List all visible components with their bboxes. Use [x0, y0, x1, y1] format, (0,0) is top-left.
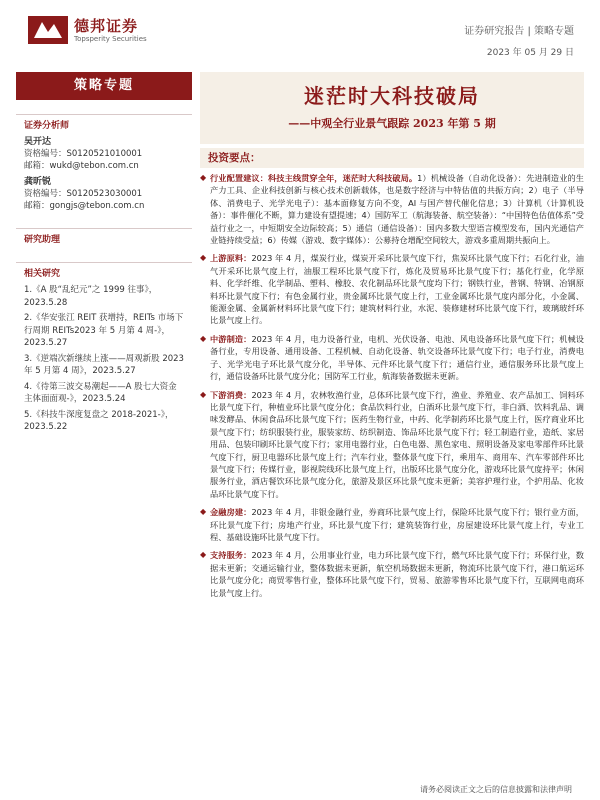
- report-header: [0, 0, 600, 70]
- analyst-card: [16, 134, 192, 174]
- company-logo: [28, 16, 147, 44]
- sidebar: [16, 72, 192, 787]
- title-band: [200, 72, 584, 144]
- page-title: 迷茫时大科技破局: [304, 84, 480, 108]
- report-type: 证券研究报告 | 策略专题: [464, 26, 574, 37]
- point-lead: 行业配置建议：科技主线贯穿全年，迷茫时大科技破局。: [210, 173, 418, 183]
- bullet-icon: ◆: [200, 389, 207, 399]
- point-lead: 金融房建：: [210, 507, 252, 518]
- analyst-name: 龚昕锐: [24, 177, 52, 187]
- related-section: [16, 262, 192, 439]
- analyst-email[interactable]: 邮箱：gongjs@tebon.com.cn: [24, 201, 145, 211]
- bullet-icon: ◆: [200, 173, 207, 182]
- bullet-icon: ◆: [200, 333, 207, 343]
- point-body: 2023 年 4 月，公用事业行业，电力环比景气度下行，燃气环比景气度下行；环保行业，数据未更新；交通运输行业，整体数据未更新，航空机场数据未更新，物流环比景气度下行，港口航运环比景气度分化；商贸零售行业，整体环比景气度下行，贸易、旅游零售环比景气度下行，互联网电商环比景气度上行。: [210, 550, 584, 598]
- point-lead: 下游消费：: [210, 389, 252, 400]
- point-body: 2023 年 4 月，非银金融行业，券商环比景气度上行，保险环比景气度下行；银行业方面，环比景气度下行；房地产行业，环比景气度下行；建筑装饰行业，房屋建设环比景气度上行，专业工程、基础设施环比景气度下行。: [210, 507, 584, 542]
- bullet-icon: ◆: [200, 550, 207, 560]
- analysts-heading: 证券分析师: [16, 114, 192, 134]
- key-point: [200, 252, 584, 326]
- related-list: [16, 282, 192, 439]
- analyst-cert: 资格编号：S0120523030001: [24, 189, 143, 199]
- bullet-icon: ◆: [200, 507, 207, 517]
- related-item[interactable]: 3.《逆端次新继续上涨——周观新股 2023 年 5 月第 4 周》，2023.5.27: [24, 353, 184, 376]
- point-lead: 支持服务：: [210, 550, 252, 561]
- assistant-section: [16, 228, 192, 248]
- sidebar-title: 策略专题: [16, 72, 192, 100]
- analysts-section: [16, 114, 192, 214]
- key-point: [200, 389, 584, 501]
- analyst-cert: 资格编号：S0120521010001: [24, 149, 143, 159]
- related-heading: 相关研究: [16, 262, 192, 282]
- report-date: 2023 年 05 月 29 日: [486, 48, 574, 58]
- logo-name-cn: 德邦证券: [74, 16, 139, 35]
- logo-name-en: Topsperity Securities: [74, 34, 147, 43]
- point-lead: 中游制造：: [210, 333, 252, 344]
- bullet-icon: ◆: [200, 253, 207, 263]
- point-body: 1）机械设备（自动化设备）：先进制造业的生产力工具、企业科技创新与核心技术创新载体，也是数字经济与中特估值的共振方向；2）电子（半导体、消费电子、光学光电子）：基本面修复方向不变，AI 与国产替代催化信息；3）计算机（计算机设备）：事件催化不断，算力建设有望提速；4）国防军工（航海装备、航空装备）：“中国特色估值体系”受益行业之一，中短期安全边际较高；5）通信（通信设备）：国内多数大型语言模型发布，国内光通信产业链持续受益；6）传媒（游戏、数字媒体）：公募持仓增配空间较大，游戏多重周期共振向上。: [210, 173, 584, 246]
- key-points: [200, 172, 584, 599]
- analyst-email[interactable]: 邮箱：wukd@tebon.com.cn: [24, 161, 139, 171]
- point-lead: 上游原料：: [210, 253, 252, 264]
- related-item[interactable]: 1.《A 股“乱纪元”之 1999 往事》，2023.5.28: [24, 285, 158, 308]
- summary-label: 投资要点：: [200, 148, 584, 168]
- analyst-name: 吴开达: [24, 137, 52, 147]
- related-item[interactable]: 4.《待第三波交易潮起——A 股七大资金主体面面观-》，2023.5.24: [24, 381, 177, 404]
- key-point: [200, 172, 584, 246]
- assistant-heading: 研究助理: [16, 228, 192, 248]
- related-item[interactable]: 5.《科技牛深度复盘之 2018-2021-》，2023.5.22: [24, 409, 174, 432]
- point-body: 2023 年 4 月，农林牧渔行业，总体环比景气度下行，渔业、养殖业、农产品加工、饲料环比景气度下行，种植业环比景气度分化；食品饮料行业，白酒环比景气度下行，非白酒、饮料乳品、调味发酵品、休闲食品环比景气度下行；医药生物行业，中药、化学制药环比景气度上行，医疗商业环比景气度下行；纺织服装行业，服装家纺、纺织制造、饰品环比景气度下行；轻工制造行业，造纸、家居用品、包装印刷环比景气度下行；家用电器行业，白色电器、黑色家电、照明设备及家电零部件环比景气度下行，厨卫电器环比景气度上行；汽车行业，整体景气度下行，乘用车、商用车、汽车零部件环比景气度下行；传媒行业，影视院线环比景气度上行，出版环比景气度分化，游戏环比景气度持平；休闲服务行业，酒店餐饮环比景气度分化，旅游及景区环比景气度未更新；美容护理行业，个护用品、化妆品环比景气度下行。: [210, 389, 584, 499]
- logo-icon: [28, 16, 68, 44]
- point-body: 2023 年 4 月，煤炭行业，煤炭开采环比景气度下行，焦炭环比景气度下行；石化行业，油气开采环比景气度上行，油服工程环比景气度下行，炼化及贸易环比景气度下行；基化行业，化学原料、化学纤维、化学制品、塑料、橡胶、农化制品环比景气度均下行；钢铁行业，普钢、特钢、冶钢原料环比景气度下行；有色金属行业，贵金属环比景气度上行，工业金属环比景气度内部分化，小金属、能源金属、金属新材料环比景气度下行；建筑材料行业，水泥、装修建材环比景气度下行，玻璃玻纤环比景气度上行。: [210, 253, 584, 326]
- related-item[interactable]: 2.《华安张江 REIT 获增持，REITs 市场下行周期 REITs2023 年 5 月第 4 周-》，2023.5.27: [24, 313, 184, 348]
- analyst-card: [16, 174, 192, 214]
- main-content: [200, 72, 584, 605]
- key-point: [200, 549, 584, 599]
- page-subtitle: ——中观全行业景气跟踪 2023 年第 5 期: [288, 117, 496, 130]
- point-body: 2023 年 4 月，电力设备行业，电机、光伏设备、电池、风电设备环比景气度下行；机械设备行业，专用设备、通用设备、工程机械、自动化设备、轨交设备环比景气度下行；电子行业，消费电子、光学光电子环比景气度分化，半导体、元件环比景气度下行；通信行业，通信服务环比景气度上行，通信设备环比景气度分化；国防军工行业，航海装备数据未更新。: [210, 333, 584, 382]
- key-point: [200, 506, 584, 543]
- footer-disclaimer: 请务必阅读正文之后的信息披露和法律声明: [420, 785, 572, 794]
- key-point: [200, 333, 584, 383]
